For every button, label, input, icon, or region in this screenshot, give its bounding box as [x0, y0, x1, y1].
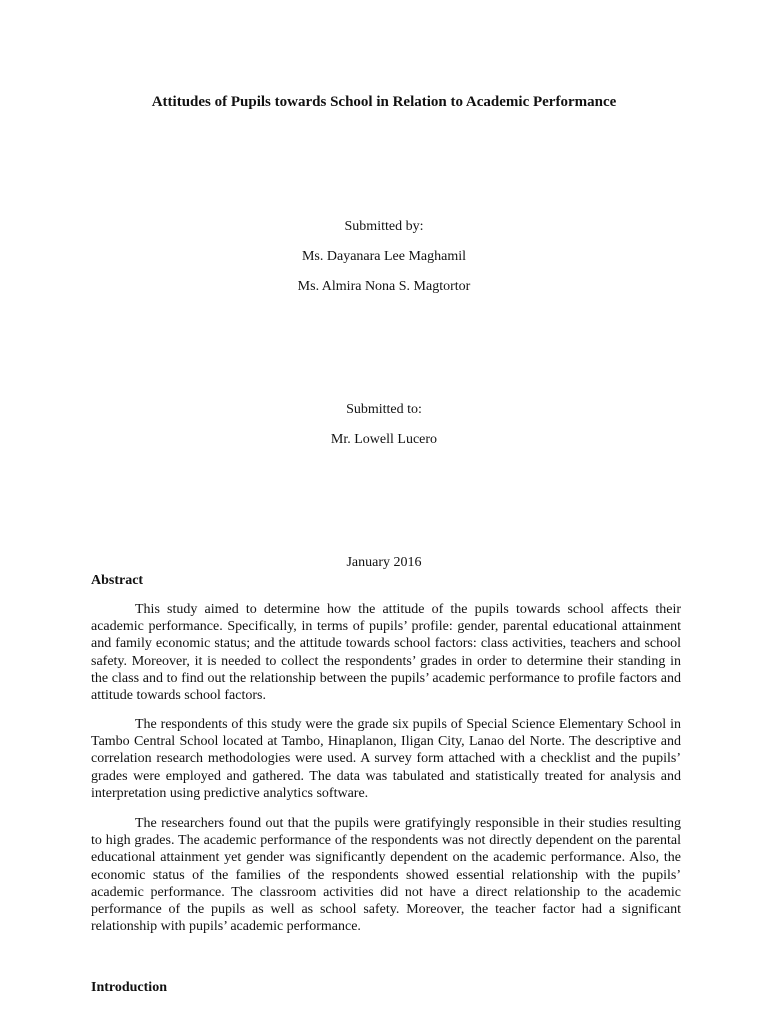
submitted-by-label: Submitted by:	[344, 219, 424, 234]
submitted-to-label: Submitted to:	[346, 402, 422, 417]
abstract-heading: Abstract	[91, 573, 144, 588]
abstract-paragraph: This study aimed to determine how the attitude of the pupils towards school affects their academic performance. Specifically, in terms of pupils’ profile: gender, parental educational attainment and family economic status; and the attitude towards school factors: class activities, teachers and school safety. Moreover, it is needed to collect the respondents’ grades in order to determine their standing in the class and to find out the relationship between the pupils’ academic performance to profile factors and attitude towards school factors.	[91, 602, 681, 704]
document-date: January 2016	[346, 555, 422, 570]
abstract-paragraph: The researchers found out that the pupils were gratifyingly responsible in their studies resulting to high grades. The academic performance of the respondents was not directly dependent on the parental educational attainment yet gender was significantly dependent on the academic performance. Also, the economic status of the families of the respondents showed essential relationship with the pupils’ academic performance. The classroom activities did not have a direct relationship to the academic performance of the pupils as well as school safety. Moreover, the teacher factor had a significant relationship with pupils’ academic performance.	[91, 816, 681, 935]
author-name: Ms. Almira Nona S. Magtortor	[297, 279, 471, 294]
author-name: Ms. Dayanara Lee Maghamil	[301, 249, 467, 264]
introduction-heading: Introduction	[91, 980, 167, 995]
document-title: Attitudes of Pupils towards School in Relation to Academic Performance	[151, 94, 617, 110]
recipient-name: Mr. Lowell Lucero	[330, 432, 438, 447]
abstract-paragraph: The respondents of this study were the grade six pupils of Special Science Elementary School in Tambo Central School located at Tambo, Hinaplanon, Iligan City, Lanao del Norte. The descriptive and correlation research methodologies were used. A survey form attached with a checklist and the pupils’ grades were employed and gathered. The data was tabulated and statistically treated for analysis and interpretation using predictive analytics software.	[91, 717, 681, 801]
